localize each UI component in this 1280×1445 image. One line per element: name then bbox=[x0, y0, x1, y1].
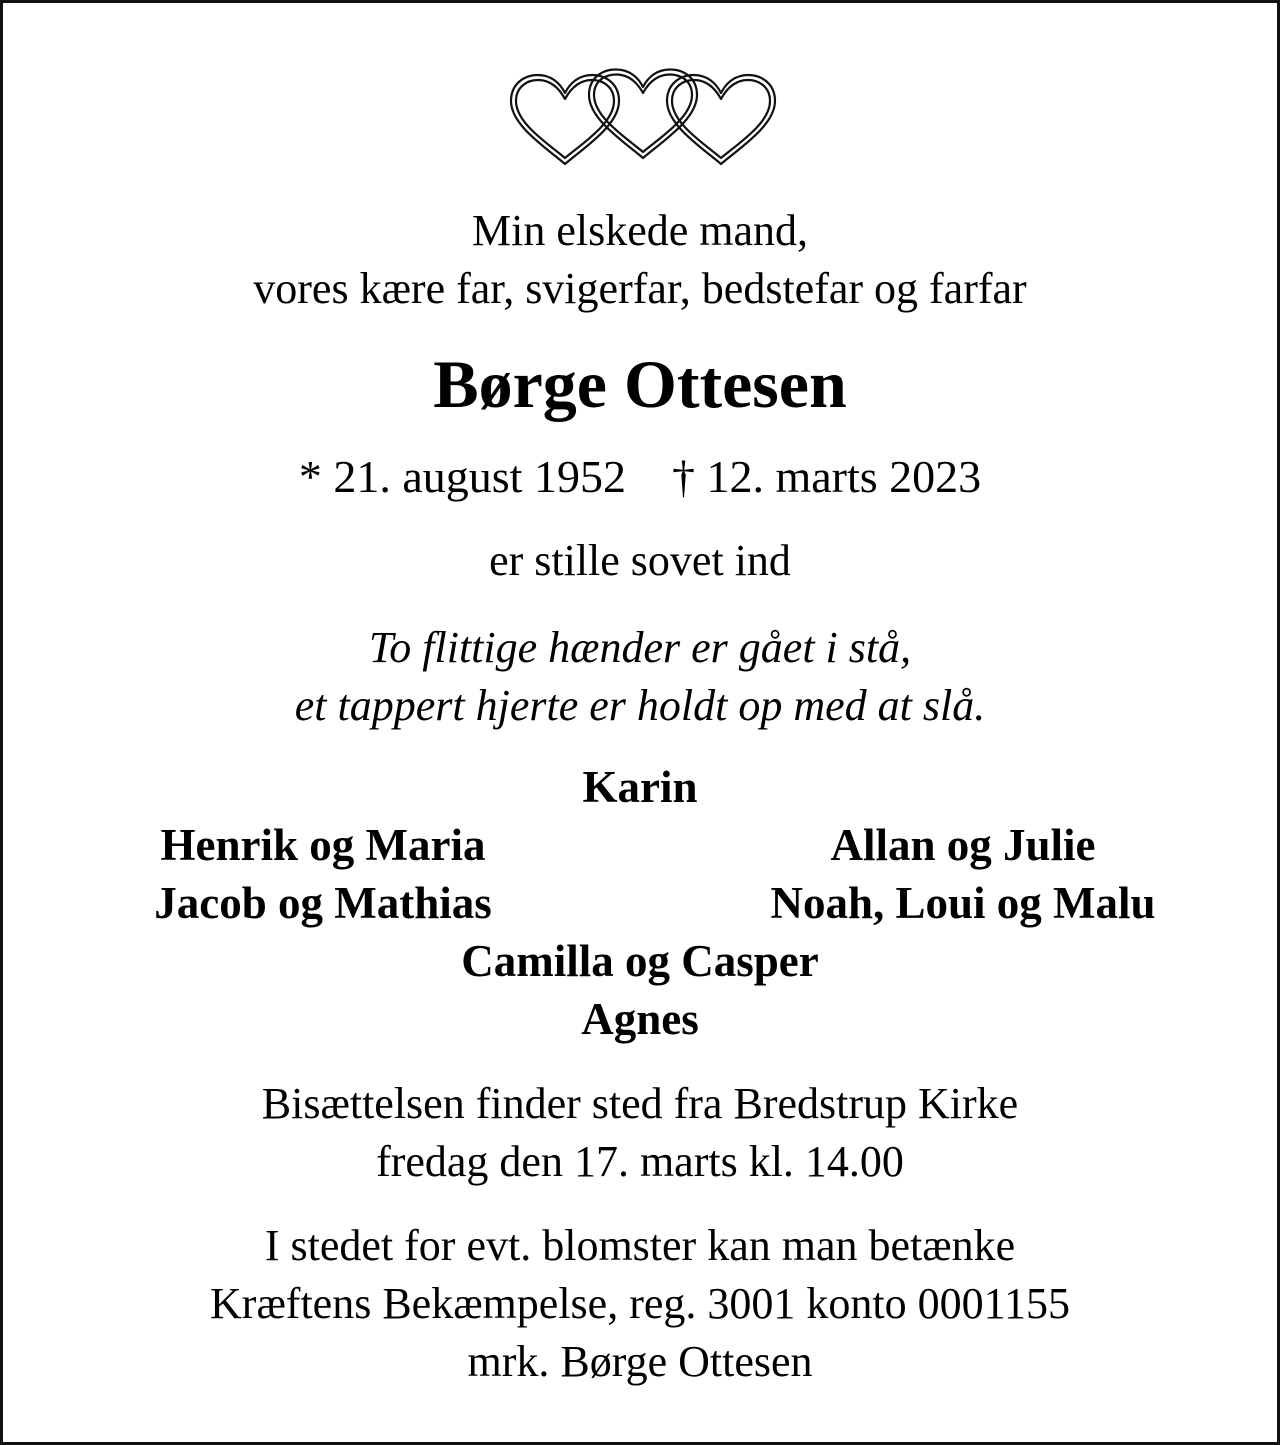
death-date: † 12. marts 2023 bbox=[671, 451, 982, 502]
family-right-line-2: Noah, Loui og Malu bbox=[770, 878, 1156, 928]
donation-line-3: mrk. Børge Ottesen bbox=[467, 1337, 813, 1386]
funeral-line-1: Bisættelsen finder sted fra Bredstrup Kirke bbox=[261, 1079, 1019, 1128]
intro-line-2: vores kære far, svigerfar, bedstefar og farfar bbox=[253, 264, 1027, 313]
verse-line-1: To flittige hænder er gået i stå, bbox=[368, 623, 912, 672]
funeral-line-2: fredag den 17. marts kl. 14.00 bbox=[376, 1137, 904, 1186]
deceased-name: Børge Ottesen bbox=[433, 346, 847, 422]
family-left-line-2: Jacob og Mathias bbox=[154, 878, 492, 928]
intro-line-1: Min elskede mand, bbox=[471, 206, 809, 255]
heart-right-icon bbox=[667, 75, 775, 164]
life-dates bbox=[3, 449, 1277, 505]
family-center-line-2: Agnes bbox=[581, 994, 699, 1044]
donation-line-1: I stedet for evt. blomster kan man betænke bbox=[264, 1221, 1016, 1270]
family-right-line-1: Allan og Julie bbox=[830, 820, 1096, 870]
passing-text: er stille sovet ind bbox=[489, 536, 791, 585]
donation-line-2: Kræftens Bekæmpelse, reg. 3001 konto 0001155 bbox=[210, 1279, 1070, 1328]
family-left-line-1: Henrik og Maria bbox=[160, 820, 486, 870]
heart-left-icon bbox=[511, 75, 619, 164]
verse-line-2: et tappert hjerte er holdt op med at slå. bbox=[294, 681, 986, 730]
three-hearts-icon bbox=[501, 61, 785, 173]
birth-date: * 21. august 1952 bbox=[298, 451, 626, 502]
family-center-line-1: Camilla og Casper bbox=[461, 936, 819, 986]
family-spouse: Karin bbox=[582, 762, 698, 812]
